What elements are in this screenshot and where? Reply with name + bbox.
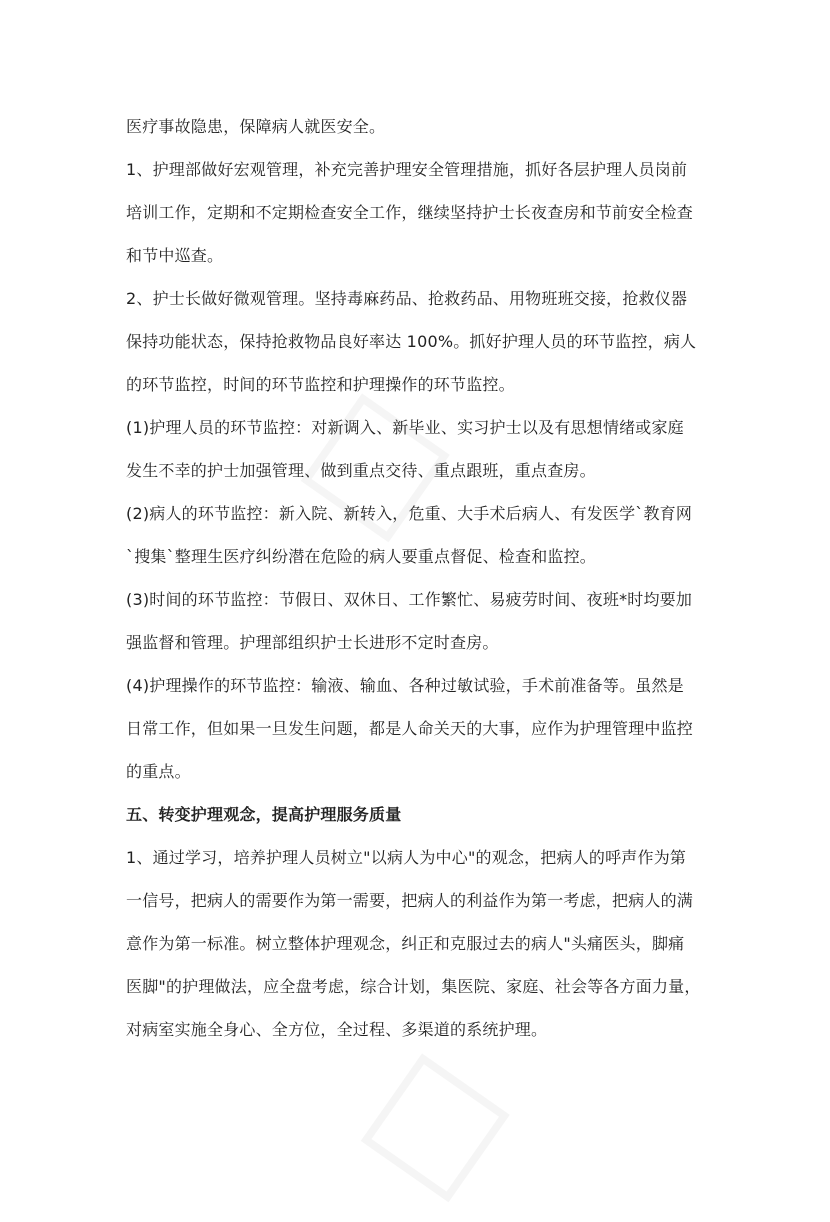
paragraph [126, 148, 736, 277]
text-line: (1)护理人员的环节监控：对新调入、新毕业、实习护士以及有思想情绪或家庭 [126, 418, 684, 437]
paragraph [126, 492, 736, 578]
text-line: 医疗事故隐患，保障病人就医安全。 [126, 117, 386, 136]
text-line: 一信号，把病人的需要作为第一需要，把病人的利益作为第一考虑，把病人的满 [126, 891, 694, 910]
paragraph [126, 836, 736, 1051]
text-line: (2)病人的环节监控：新入院、新转入，危重、大手术后病人、有发医学`教育网 [126, 504, 693, 523]
document-page [126, 105, 736, 1051]
text-line: `搜集`整理生医疗纠纷潜在危险的病人要重点督促、检查和监控。 [126, 547, 597, 566]
text-line: 2、护士长做好微观管理。坚持毒麻药品、抢救药品、用物班班交接，抢救仪器 [126, 289, 688, 308]
text-line: 意作为第一标准。树立整体护理观念，纠正和克服过去的病人"头痛医头，脚痛 [126, 934, 685, 953]
text-line: 日常工作，但如果一旦发生问题，都是人命关天的大事，应作为护理管理中监控 [126, 719, 694, 738]
text-line: (3)时间的环节监控：节假日、双休日、工作繁忙、易疲劳时间、夜班*时均要加 [126, 590, 693, 609]
text-line: 五、转变护理观念，提高护理服务质量 [126, 805, 402, 824]
paragraph [126, 406, 736, 492]
text-line: 1、护理部做好宏观管理，补充完善护理安全管理措施，抓好各层护理人员岗前 [126, 160, 688, 179]
paragraph [126, 578, 736, 664]
text-line: 和节中巡查。 [126, 246, 224, 265]
text-line: 发生不幸的护士加强管理、做到重点交待、重点跟班，重点查房。 [126, 461, 596, 480]
text-line: (4)护理操作的环节监控：输液、输血、各种过敏试验，手术前准备等。虽然是 [126, 676, 684, 695]
text-line: 保持功能状态，保持抢救物品良好率达 100%。抓好护理人员的环节监控，病人 [126, 332, 697, 351]
text-line: 医脚"的护理做法，应全盘考虑，综合计划，集医院、家庭、社会等各方面力量， [126, 977, 701, 996]
text-line: 强监督和管理。护理部组织护士长进形不定时查房。 [126, 633, 499, 652]
text-line: 培训工作，定期和不定期检查安全工作，继续坚持护士长夜查房和节前安全检查 [126, 203, 694, 222]
text-line: 1、通过学习，培养护理人员树立"以病人为中心"的观念，把病人的呼声作为第 [126, 848, 687, 867]
text-line: 的重点。 [126, 762, 191, 781]
text-line: 对病室实施全身心、全方位，全过程、多渠道的系统护理。 [126, 1020, 548, 1039]
section-heading [126, 793, 736, 836]
paragraph [126, 105, 736, 148]
paragraph [126, 277, 736, 406]
text-line: 的环节监控，时间的环节监控和护理操作的环节监控。 [126, 375, 515, 394]
paragraph [126, 664, 736, 793]
